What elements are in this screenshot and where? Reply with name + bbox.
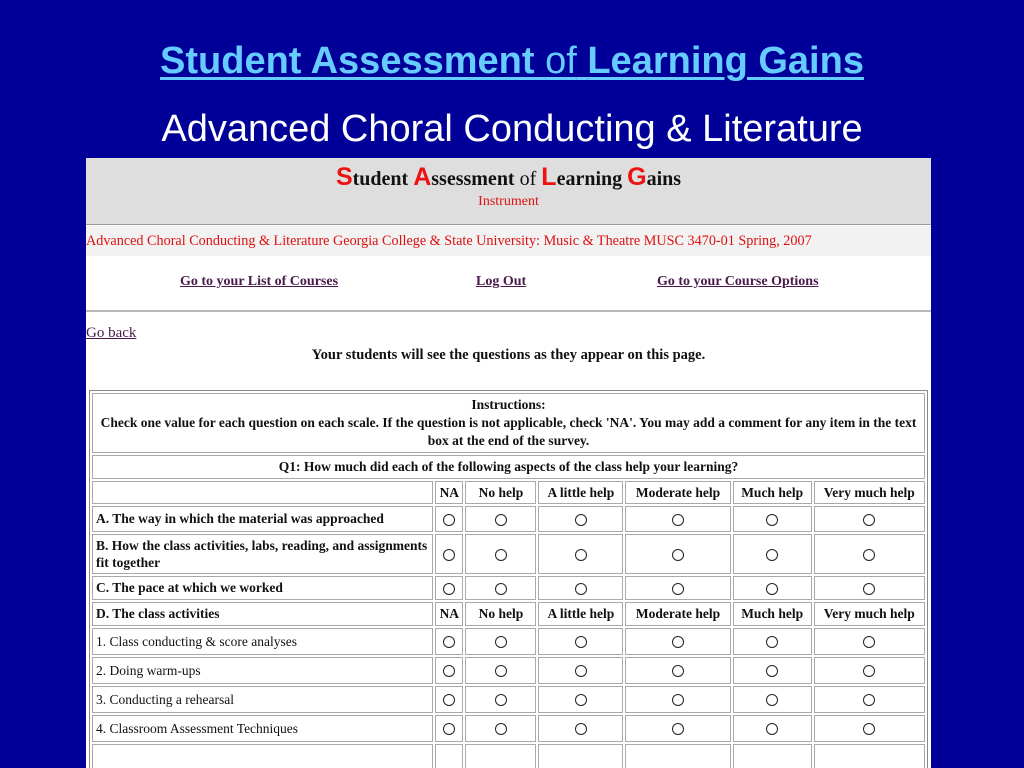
nav-list-courses[interactable] [180,274,338,290]
title-initial-g: G [627,163,647,191]
title-rest-s: tudent [352,168,409,190]
nav-course-options[interactable] [657,274,819,290]
radio-no-help[interactable] [495,723,507,735]
radio-moderate-help[interactable] [672,583,684,595]
slide-title-part2: Learning Gains [587,40,864,82]
radio-much-help[interactable] [766,514,778,526]
instructions-body: Check one value for each question on each scale. If the question is not applicable, check 'NA'. You may add a comment for any item in the text box at the end of the survey. [100,415,917,448]
radio-a-little-help[interactable] [575,694,587,706]
radio-no-help[interactable] [495,549,507,561]
radio-a-little-help[interactable] [575,665,587,677]
question-row-c [92,576,925,600]
scale-header-a-little-help: A little help [538,602,623,626]
radio-much-help[interactable] [766,694,778,706]
radio-moderate-help[interactable] [672,665,684,677]
webpage-screenshot [86,158,931,768]
subitem-row-4 [92,715,925,742]
radio-na[interactable] [443,723,455,735]
course-options-link[interactable]: Go to your Course Options [657,274,819,289]
radio-much-help[interactable] [766,665,778,677]
radio-moderate-help[interactable] [672,723,684,735]
scale-header-na: NA [435,602,463,626]
question-label: C. The pace at which we worked [92,576,433,600]
radio-no-help[interactable] [495,636,507,648]
radio-moderate-help[interactable] [672,514,684,526]
slide-subtitle: Advanced Choral Conducting & Literature [161,108,863,150]
scale-header-much-help: Much help [733,481,812,504]
scale-header-a-little-help: A little help [538,481,623,504]
radio-na[interactable] [443,636,455,648]
question-heading: Q1: How much did each of the following aspects of the class help your learning? [92,455,925,479]
title-rest-l: earning [556,168,623,190]
radio-na[interactable] [443,694,455,706]
slide-title [0,38,1024,84]
radio-very-much-help[interactable] [863,723,875,735]
radio-a-little-help[interactable] [575,723,587,735]
radio-much-help[interactable] [766,636,778,648]
go-back-link[interactable]: Go back [86,325,137,341]
subitem-label: 2. Doing warm-ups [92,657,433,684]
page-title [86,164,931,192]
subitem-row-3 [92,686,925,713]
nav-log-out[interactable] [476,274,526,290]
survey-table [89,390,928,768]
page-subtitle: Instrument [478,194,539,209]
radio-very-much-help[interactable] [863,583,875,595]
scale-header-very-much-help: Very much help [814,602,925,626]
title-initial-l: L [541,163,557,191]
title-initial-a: A [413,163,432,191]
subitem-label: 1. Class conducting & score analyses [92,628,433,655]
subitem-row-partial [92,744,925,768]
subitem-row-2 [92,657,925,684]
scale-header-no-help: No help [465,602,536,626]
radio-no-help[interactable] [495,583,507,595]
radio-moderate-help[interactable] [672,636,684,648]
radio-moderate-help[interactable] [672,549,684,561]
scale-header-much-help: Much help [733,602,812,626]
radio-a-little-help[interactable] [575,583,587,595]
scale-header-moderate-help: Moderate help [625,481,730,504]
title-rest-a: ssessment [431,168,515,190]
scale-header-moderate-help: Moderate help [625,602,730,626]
radio-much-help[interactable] [766,583,778,595]
radio-very-much-help[interactable] [863,694,875,706]
log-out-link[interactable]: Log Out [476,274,527,289]
slide-title-link-1[interactable]: Student Assessment of Learning Gains [160,40,864,82]
radio-much-help[interactable] [766,723,778,735]
preview-note: Your students will see the questions as they appear on this page. [311,347,706,363]
divider [86,310,931,312]
scale-header-no-help: No help [465,481,536,504]
question-row-a [92,506,925,532]
radio-very-much-help[interactable] [863,514,875,526]
page-header [86,158,931,225]
list-courses-link[interactable]: Go to your List of Courses [180,274,339,289]
radio-na[interactable] [443,549,455,561]
question-label: B. How the class activities, labs, reading, and assignments fit together [92,534,433,574]
subitem-label: 3. Conducting a rehearsal [92,686,433,713]
radio-very-much-help[interactable] [863,636,875,648]
subitem-row-1 [92,628,925,655]
radio-a-little-help[interactable] [575,636,587,648]
radio-na[interactable] [443,665,455,677]
radio-no-help[interactable] [495,694,507,706]
radio-no-help[interactable] [495,665,507,677]
radio-a-little-help[interactable] [575,549,587,561]
slide-title-of: of [545,40,577,82]
title-initial-s: S [335,163,353,191]
subitem-label: 4. Classroom Assessment Techniques [92,715,433,742]
instructions-heading: Instructions: [471,397,546,412]
section-d-label: D. The class activities [92,602,433,626]
radio-no-help[interactable] [495,514,507,526]
scale-header-blank [92,481,433,504]
title-of: of [519,168,537,190]
radio-much-help[interactable] [766,549,778,561]
radio-very-much-help[interactable] [863,665,875,677]
radio-na[interactable] [443,583,455,595]
scale-header-very-much-help: Very much help [814,481,925,504]
radio-na[interactable] [443,514,455,526]
radio-a-little-help[interactable] [575,514,587,526]
radio-very-much-help[interactable] [863,549,875,561]
question-label: A. The way in which the material was approached [92,506,433,532]
radio-moderate-help[interactable] [672,694,684,706]
scale-header-na: NA [435,481,463,504]
question-row-b [92,534,925,574]
title-rest-g: ains [646,168,682,190]
instructions-box [92,393,925,453]
course-line: Advanced Choral Conducting & Literature Georgia College & State University: Music & Theatre MUSC 3470-01 Spring, 2007 [86,226,931,256]
